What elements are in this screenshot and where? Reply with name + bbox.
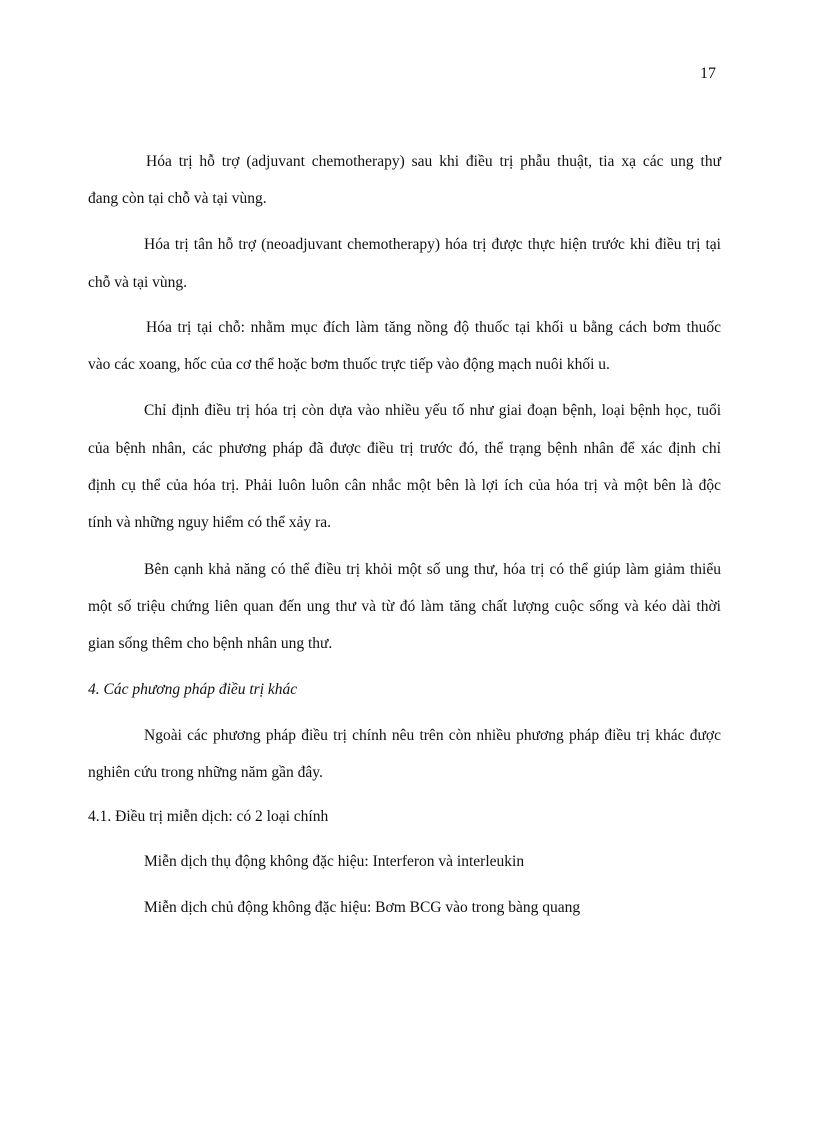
paragraph-4-line-1: Chỉ định điều trị hóa trị còn dựa vào nhiều yếu tố như giai đoạn bệnh, loại bệnh học, tuổi bbox=[144, 402, 721, 419]
paragraph-4-line-3: định cụ thể của hóa trị. Phải luôn luôn cân nhắc một bên là lợi ích của hóa trị và một bên là độc bbox=[88, 477, 721, 494]
section-heading: 4. Các phương pháp điều trị khác bbox=[88, 681, 298, 698]
page-number: 17 bbox=[700, 65, 716, 82]
paragraph-1-line-2: đang còn tại chỗ và tại vùng. bbox=[88, 190, 267, 207]
paragraph-4-line-4: tính và những nguy hiểm có thể xảy ra. bbox=[88, 514, 331, 531]
paragraph-1-line-1: Hóa trị hỗ trợ (adjuvant chemotherapy) sau khi điều trị phẫu thuật, tia xạ các ung thư bbox=[146, 153, 721, 170]
paragraph-5-line-3: gian sống thêm cho bệnh nhân ung thư. bbox=[88, 635, 333, 652]
paragraph-4-line-2: của bệnh nhân, các phương pháp đã được điều trị trước đó, thể trạng bệnh nhân để xác định chỉ bbox=[88, 440, 721, 457]
section-intro-line-1: Ngoài các phương pháp điều trị chính nêu trên còn nhiều phương pháp điều trị khác được bbox=[144, 727, 721, 744]
paragraph-2-line-1: Hóa trị tân hỗ trợ (neoadjuvant chemotherapy) hóa trị được thực hiện trước khi điều trị tại bbox=[144, 236, 721, 253]
paragraph-3-line-1: Hóa trị tại chỗ: nhằm mục đích làm tăng nồng độ thuốc tại khối u bằng cách bơm thuốc bbox=[146, 319, 721, 336]
subsection-heading: 4.1. Điều trị miễn dịch: có 2 loại chính bbox=[88, 808, 329, 825]
list-item: Miễn dịch chủ động không đặc hiệu: Bơm BCG vào trong bàng quang bbox=[144, 899, 581, 916]
paragraph-2-line-2: chỗ và tại vùng. bbox=[88, 274, 188, 291]
list-item: Miễn dịch thụ động không đặc hiệu: Interferon và interleukin bbox=[144, 853, 525, 870]
paragraph-5-line-1: Bên cạnh khả năng có thể điều trị khỏi một số ung thư, hóa trị có thể giúp làm giảm thiểu bbox=[144, 561, 721, 578]
section-intro-line-2: nghiên cứu trong những năm gần đây. bbox=[88, 764, 323, 781]
paragraph-5-line-2: một số triệu chứng liên quan đến ung thư và từ đó làm tăng chất lượng cuộc sống và kéo dài thời bbox=[88, 598, 721, 615]
paragraph-3-line-2: vào các xoang, hốc của cơ thể hoặc bơm thuốc trực tiếp vào động mạch nuôi khối u. bbox=[88, 356, 610, 373]
